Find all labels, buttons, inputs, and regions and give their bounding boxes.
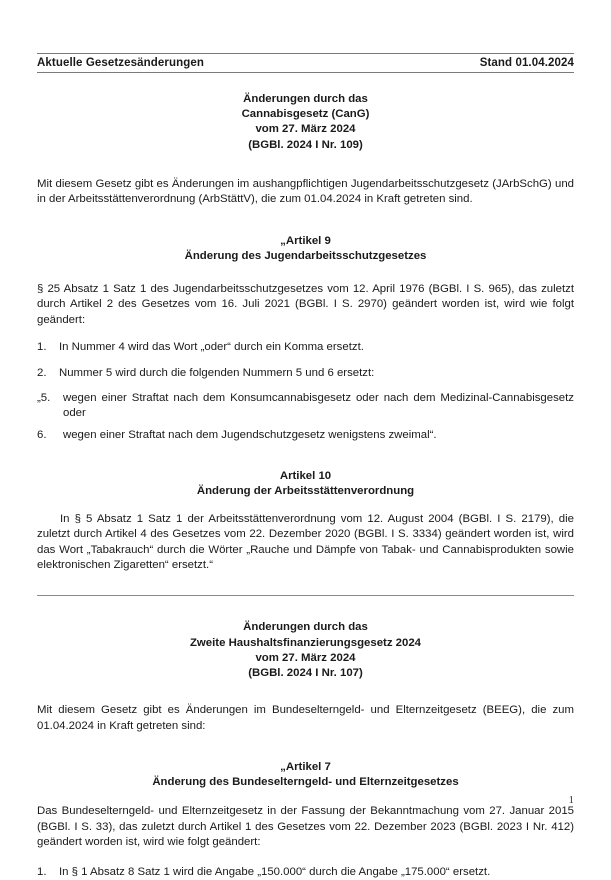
section1-title-line4: (BGBl. 2024 I Nr. 109) <box>248 138 363 151</box>
section1-title-line1: Änderungen durch das <box>243 93 368 105</box>
article9-heading <box>37 234 574 264</box>
spacer <box>37 381 574 391</box>
header-status-date: Stand 01.04.2024 <box>479 57 574 69</box>
list-item-text: Nummer 5 wird durch die folgenden Nummern 5 und 6 ersetzt: <box>59 366 375 379</box>
spacer <box>37 443 574 469</box>
list-item <box>37 366 574 381</box>
spacer <box>37 790 574 804</box>
section2-title-line4: (BGBl. 2024 I Nr. 107) <box>248 666 363 679</box>
spacer <box>37 356 574 366</box>
section1-intro-paragraph: Mit diesem Gesetz gibt es Änderungen im aushangpflichtigen Jugendarbeitsschutzgesetz (JArbSchG) und in der Arbeitsstättenverordnung (ArbStättV), die zum 01.04.2024 in Kraft getreten sind. <box>37 177 574 206</box>
list-item-text: wegen einer Straftat nach dem Konsumcannabisgesetz oder nach dem Medizinal-Cannabisgesetz oder <box>63 392 574 420</box>
section2-intro-paragraph: Mit diesem Gesetz gibt es Änderungen im Bundeselterngeld- und Elternzeitgesetz (BEEG), die zum 01.04.2024 in Kraft getreten sind: <box>37 704 574 732</box>
list-item-marker: 2. <box>37 366 47 379</box>
header-title: Aktuelle Gesetzesänderungen <box>37 57 204 69</box>
list-item-marker: 1. <box>37 865 47 878</box>
article9-heading-line1: „Artikel 9 <box>280 234 331 247</box>
page-header <box>37 53 574 73</box>
list-item-marker: 1. <box>37 341 47 354</box>
article10-heading-line1: Artikel 10 <box>279 470 332 483</box>
list-item <box>37 428 574 443</box>
section1-title-line3: vom 27. März 2024 <box>255 123 356 136</box>
section2-title-line1: Änderungen durch das <box>243 621 368 634</box>
article10-body-paragraph: In § 5 Absatz 1 Satz 1 der Arbeitsstättenverordnung vom 12. August 2004 (BGBl. I S. 2179), die zuletzt durch Artikel 4 des Gesetzes vom 22. Dezember 2020 (BGBl. I S. 3334) geändert worden ist, wird das Wort „Tabakrauch“ durch die Wörter „Rauche und Dämpfe von Tabak- und Cannabisprodukten sowie elektronischen Zigaretten“ ersetzt.“ <box>37 512 574 571</box>
section2-title-line2: Zweite Haushaltsfinanzierungsgesetz 2024 <box>189 636 422 649</box>
article7-heading-line2: Änderung des Bundeselterngeld- und Elternzeitgesetzes <box>152 776 459 789</box>
spacer <box>37 264 574 282</box>
article7-item-list <box>37 865 574 880</box>
spacer <box>37 500 574 512</box>
article10-heading <box>37 469 574 499</box>
list-item-marker: 6. <box>37 428 47 441</box>
section1-title <box>37 92 574 153</box>
list-item-text: In Nummer 4 wird das Wort „oder“ durch ein Komma ersetzt. <box>59 341 364 354</box>
article7-lead-paragraph: Das Bundeselterngeld- und Elternzeitgesetz in der Fassung der Bekanntmachung vom 27. Januar 2015 (BGBl. I S. 33), das zuletzt durch Artikel 1 des Gesetzes vom 22. Dezember 2023 (BGBl. 2023 I Nr. 412) geändert worden ist, wird wie folgt geändert: <box>37 805 574 849</box>
article9-lead-paragraph: § 25 Absatz 1 Satz 1 des Jugendarbeitsschutzgesetzes vom 12. April 1976 (BGBl. I S. 965), das zuletzt durch Artikel 2 des Gesetzes vom 16. Juli 2021 (BGBl. I S. 2970) geändert worden ist, wird wie folgt geändert: <box>37 283 574 326</box>
article9-heading-line2: Änderung des Jugendarbeitsschutzgesetzes <box>184 249 427 262</box>
document-body <box>37 92 574 880</box>
list-item <box>37 865 574 880</box>
article10-heading-line2: Änderung der Arbeitsstättenverordnung <box>196 485 415 498</box>
list-item-text: In § 1 Absatz 8 Satz 1 wird die Angabe „150.000“ durch die Angabe „175.000“ ersetzt. <box>59 865 491 878</box>
spacer <box>37 573 574 595</box>
spacer <box>37 734 574 760</box>
spacer <box>37 328 574 340</box>
article7-heading-line1: „Artikel 7 <box>280 760 331 773</box>
spacer <box>37 681 574 703</box>
list-item <box>37 391 574 422</box>
spacer <box>37 851 574 865</box>
spacer <box>37 208 574 234</box>
section2-title <box>37 620 574 681</box>
list-item <box>37 340 574 355</box>
section1-title-line2: Cannabisgesetz (CanG) <box>241 108 370 121</box>
article9-item-list <box>37 340 574 381</box>
spacer <box>37 153 574 177</box>
article7-heading <box>37 760 574 790</box>
list-item-marker: „5. <box>37 392 51 405</box>
section2-title-line3: vom 27. März 2024 <box>255 651 356 664</box>
spacer <box>37 596 574 620</box>
article9-subitem-list <box>37 391 574 443</box>
page-number: 1 <box>568 794 574 806</box>
list-item-text: wegen einer Straftat nach dem Jugendschutzgesetz wenigstens zweimal“. <box>63 428 437 441</box>
